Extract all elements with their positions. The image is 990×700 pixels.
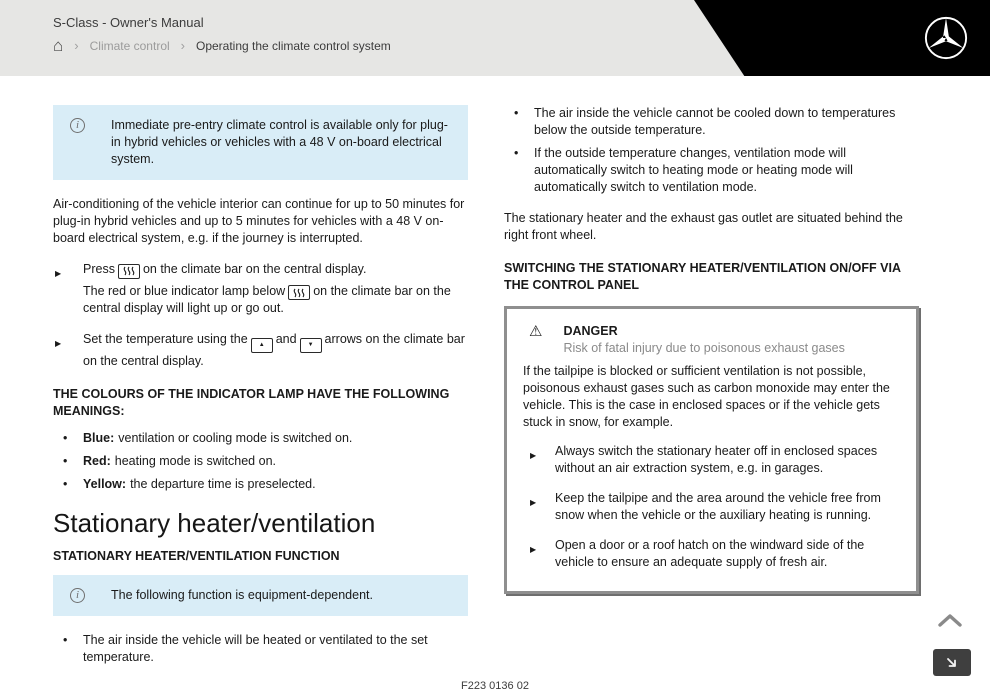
home-icon[interactable]: ⌂ [53,36,64,55]
breadcrumb-parent[interactable]: Climate control [89,39,170,53]
bullet-icon: • [63,632,68,647]
temperature-down-icon: ▼ [300,338,322,353]
manual-title: S-Class - Owner's Manual [53,15,204,30]
pre-entry-climate-icon [288,285,310,300]
stationary-heater-location-paragraph: The stationary heater and the exhaust gas outlet are situated behind the right front wheel. [504,211,903,242]
step-text: Press on the climate bar on the central display. [83,261,468,279]
pre-entry-climate-icon [118,264,140,279]
arrow-down-right-icon [944,655,960,671]
header-corner-decoration [694,0,990,76]
chevron-up-icon [937,613,963,628]
bullet-icon: • [63,476,68,491]
left-column [53,105,468,672]
list-item-blue: • Blue: ventilation or cooling mode is switched on. [63,430,353,445]
air-conditioning-paragraph: Air-conditioning of the vehicle interior can continue for up to 50 minutes for plug-in hybrid vehicles and up to 5 minutes for vehicles with a 48 V on-board electrical system, e.g. if the journey is interrupted. [53,197,465,245]
info-icon: i [70,588,85,603]
step-text: Set the temperature using the ▲ and ▼ arrows on the climate bar on the central display. [83,332,465,368]
switching-heading: SWITCHING THE STATIONARY HEATER/VENTILATION ON/OFF VIA THE CONTROL PANEL [504,261,901,292]
header-bar [0,0,990,76]
breadcrumb-current[interactable]: Operating the climate control system [196,39,391,53]
info-icon: i [70,118,85,133]
list-item-red: • Red: heating mode is switched on. [63,453,276,468]
skip-to-end-button[interactable] [933,649,971,676]
step-arrow-icon: ▶ [530,545,537,554]
list-item-yellow: • Yellow: the departure time is preselected. [63,476,316,491]
list-item-heated-ventilated: • The air inside the vehicle will be heated or ventilated to the set temperature. [63,632,428,664]
bullet-icon: • [514,146,519,160]
mercedes-logo-icon [923,15,969,61]
document-code: F223 0136 02 [461,680,529,692]
danger-warning-box [504,306,919,594]
danger-header [523,323,900,357]
list-item-mode-auto-switch: • If the outside temperature changes, ventilation mode will automatically switch to heating mode or heating mode will automatically switch to ventilation mode. [514,146,853,194]
step-arrow-icon: ▶ [55,339,62,348]
bullet-icon: • [63,430,68,445]
info-note-text: The following function is equipment-dependent. [111,587,373,602]
danger-title: DANGER [563,324,618,338]
info-box-pre-entry [53,105,468,180]
info-box-equipment [53,575,468,616]
chevron-separator-icon: › [74,38,79,53]
bullet-icon: • [63,453,68,468]
step-arrow-icon: ▶ [55,269,62,278]
step-press-climate-bar [53,261,468,317]
step-arrow-icon: ▶ [530,498,537,507]
warning-triangle-icon: ⚠ [529,323,543,340]
section-title: Stationary heater/ventilation [53,507,376,538]
danger-body-text: If the tailpipe is blocked or sufficient ventilation is not possible, poisonous exhaust gases such as carbon monoxide may enter the vehicle. This is the case in enclosed spaces or if the vehicle gets stuck in snow, for example. [523,364,890,429]
function-heading: STATIONARY HEATER/VENTILATION FUNCTION [53,548,340,563]
temperature-up-icon: ▲ [251,338,273,353]
step-subtext: The red or blue indicator lamp below on the climate bar on the central display will light up or go out. [83,283,451,315]
danger-step-open-door: ▶ Open a door or a roof hatch on the windward side of the vehicle to ensure an adequate supply of fresh air. [530,538,865,569]
step-set-temperature [53,331,468,370]
scroll-up-button[interactable] [936,610,964,630]
step-arrow-icon: ▶ [530,451,537,460]
list-item-no-cooling-below-outside: • The air inside the vehicle cannot be cooled down to temperatures below the outside temperature. [514,106,896,137]
content-area [0,76,990,672]
colours-heading: THE COLOURS OF THE INDICATOR LAMP HAVE THE FOLLOWING MEANINGS: [53,386,450,418]
danger-subtitle: Risk of fatal injury due to poisonous exhaust gases [563,341,845,355]
right-column [504,105,919,672]
danger-step-tailpipe-snow: ▶ Keep the tailpipe and the area around the vehicle free from snow when the vehicle or the auxiliary heating is running. [530,491,881,522]
danger-step-enclosed-spaces: ▶ Always switch the stationary heater off in enclosed spaces without an air extraction system, e.g. in garages. [530,444,878,475]
chevron-separator-icon: › [180,38,185,53]
info-note-text: Immediate pre-entry climate control is available only for plug-in hybrid vehicles or vehicles with a 48 V on-board electrical system. [111,118,448,166]
bullet-icon: • [514,106,519,120]
